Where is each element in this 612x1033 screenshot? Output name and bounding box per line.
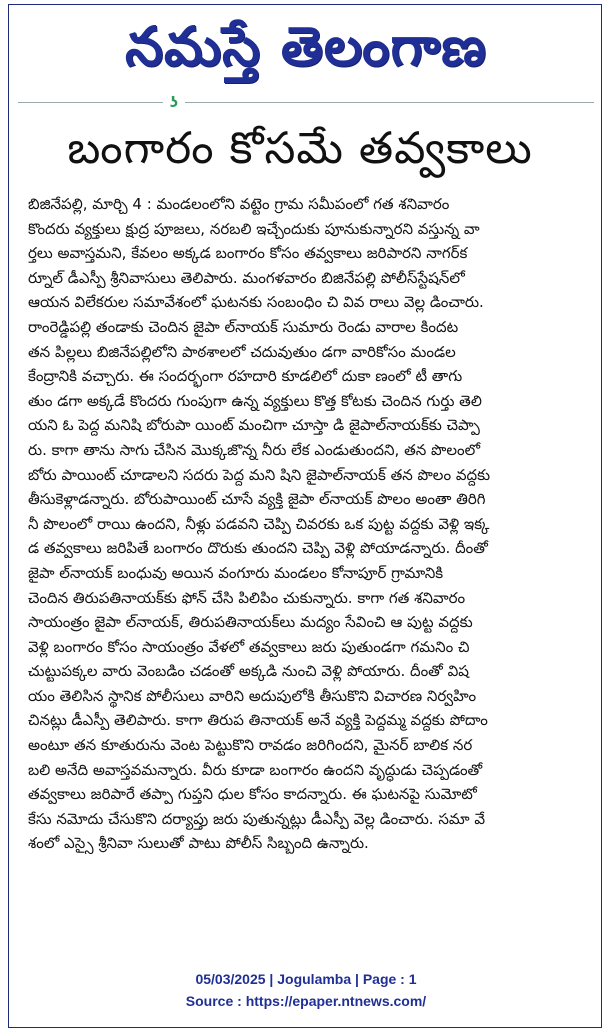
article-line: తన పిల్లలు బిజినేపల్లిలోని పాఠశాలలో చదువుతుం డగా వారికోసం మండల: [28, 342, 456, 361]
article-line: రు. కాగా తాను సాగు చేసిన మొక్కజొన్న నీరు లేక ఎండుతుందని, తన పొలంలో: [28, 440, 481, 459]
newspaper-masthead: నమస్తే తెలంగాణ: [125, 14, 487, 78]
article-line: యని ఓ పెద్ద మనిషి బోరుపా యింట్‌ మంచిగా చూస్తా డి జైపాల్‌నాయక్‌కు చెప్పా: [28, 416, 480, 435]
article-line: ర్నూల్‌ డీఎస్పీ శ్రీనివాసులు తెలిపారు. మంగళవారం బిజినేపల్లి పోలీస్‌స్టేషన్‌లో: [28, 268, 465, 287]
article-line: తీసుకెళ్లాడన్నారు. బోరుపాయింట్‌ చూసే వ్యక్తి జైపా ల్‌నాయక్‌ పొలం అంతా తిరిగి: [28, 490, 486, 509]
article-body: [28, 192, 576, 856]
article-line: చినట్లు డీఎస్పీ తెలిపారు. కాగా తిరుప తినాయక్‌ అనే వ్యక్తి పెద్దమ్మ వద్దకు పోదాం: [28, 711, 488, 730]
article-line: శంలో ఎస్సై శ్రీనివా సులుతో పాటు పోలీస్‌ సిబ్బంది ఉన్నారు.: [28, 834, 369, 853]
article-line: కేంద్రానికి వచ్చారు. ఈ సందర్భంగా రహదారి కూడలిలో దుకా ణంలో టీ తాగు: [28, 367, 463, 386]
article-line: రాంరెడ్డిపల్లి తండాకు చెందిన జైపా ల్‌నాయక్‌ సుమారు రెండు వారాల కిందట: [28, 317, 459, 336]
leaf-icon: ʖ: [163, 96, 185, 110]
article-line: ర్తలు అవాస్తమని, కేవలం అక్కడ బంగారం కోసం తవ్వకాలు జరిపారని నాగర్‌క: [28, 244, 468, 263]
article-line: బలి అనేది అవాస్తవమన్నారు. వీరు కూడా బంగారం ఉందని వృద్ధుడు చెప్పడంతో: [28, 760, 483, 779]
article-line: కేసు నమోదు చేసుకొని దర్యాప్తు జరు పుతున్నట్లు డీఎస్పీ వెల్ల డించారు. సమా వే: [28, 809, 485, 828]
article-line: బోరు పాయింట్‌ చూడాలని సదరు పెద్ద మని షిని జైపాల్‌నాయక్‌ తన పొలం వద్దకు: [28, 465, 491, 484]
article-line: నీ పొలంలో రాయి ఉందని, నీళ్లు పడవని చెప్పి చివరకు ఒక పుట్ట వద్దకు వెళ్లి ఇక్క: [28, 514, 490, 533]
article-line: డ తవ్వకాలు జరిపితే బంగారం దొరుకు తుందని చెప్పి వెళ్లి పోయాడన్నారు. దీంతో: [28, 539, 488, 558]
article-line: అంటూ తన కూతురును వెంట పెట్టుకొని రావడం జరిగిందని, మైనర్‌ బాలిక నర: [28, 736, 473, 755]
article-line: వెళ్లి బంగారం కోసం సాయంత్రం వేళలో తవ్వకాలు జరు పుతుండగా గమనిం చి: [28, 637, 470, 656]
article-headline: బంగారం కోసమే తవ్వకాలు: [67, 123, 533, 174]
page-footer: [0, 968, 612, 1012]
footer-edition-info: 05/03/2025 | Jogulamba | Page : 1: [195, 971, 417, 987]
article-line: ఆయన విలేకరుల సమావేశంలో ఘటనకు సంబంధిం చి వివ రాలు వెల్ల డించారు.: [28, 293, 484, 312]
article-line: తుం డగా అక్కడే కొందరు గుంపుగా ఉన్న వ్యక్తులు కొత్త కోటకు చెందిన గుర్తు తెలి: [28, 391, 482, 410]
article-line: చెందిన తిరుపతినాయక్‌కు ఫోన్‌ చేసి పిలిపిం చుకున్నారు. కాగా గత శనివారం: [28, 588, 466, 607]
header-divider: [18, 102, 594, 103]
article-line: సాయంత్రం జైపా ల్‌నాయక్‌, తిరుపతినాయక్‌లు మద్యం సేవించి ఆ పుట్ట వద్దకు: [28, 613, 473, 632]
article-line: బిజినేపల్లి, మార్చి 4 : మండలంలోని వట్టెం గ్రామ సమీపంలో గత శనివారం: [28, 195, 450, 213]
article-line: తవ్వకాలు జరిపారే తప్పా గుప్తని ధుల కోసం కాదన్నారు. ఈ ఘటనపై సుమోటో: [28, 785, 477, 804]
article-line: చుట్టుపక్కల వారు వెంబడిం చడంతో అక్కడి నుంచి వెళ్లి పోయారు. దీంతో విష: [28, 662, 469, 681]
article-line: కొందరు వ్యక్తులు క్షుద్ర పూజలు, నరబలి ఇచ్చేందుకు పూనుకున్నారని వస్తున్న వా: [28, 219, 480, 238]
article-line: జైపా ల్‌నాయక్‌ బంధువు అయిన వంగూరు మండలం కోనాపూర్‌ గ్రామానికి: [28, 563, 444, 582]
footer-source-link[interactable]: Source : https://epaper.ntnews.com/: [185, 993, 427, 1009]
article-line: యం తెలిసిన స్థానిక పోలీసులు వారిని అదుపులోకి తీసుకొని విచారణ నిర్వహిం: [28, 686, 477, 705]
